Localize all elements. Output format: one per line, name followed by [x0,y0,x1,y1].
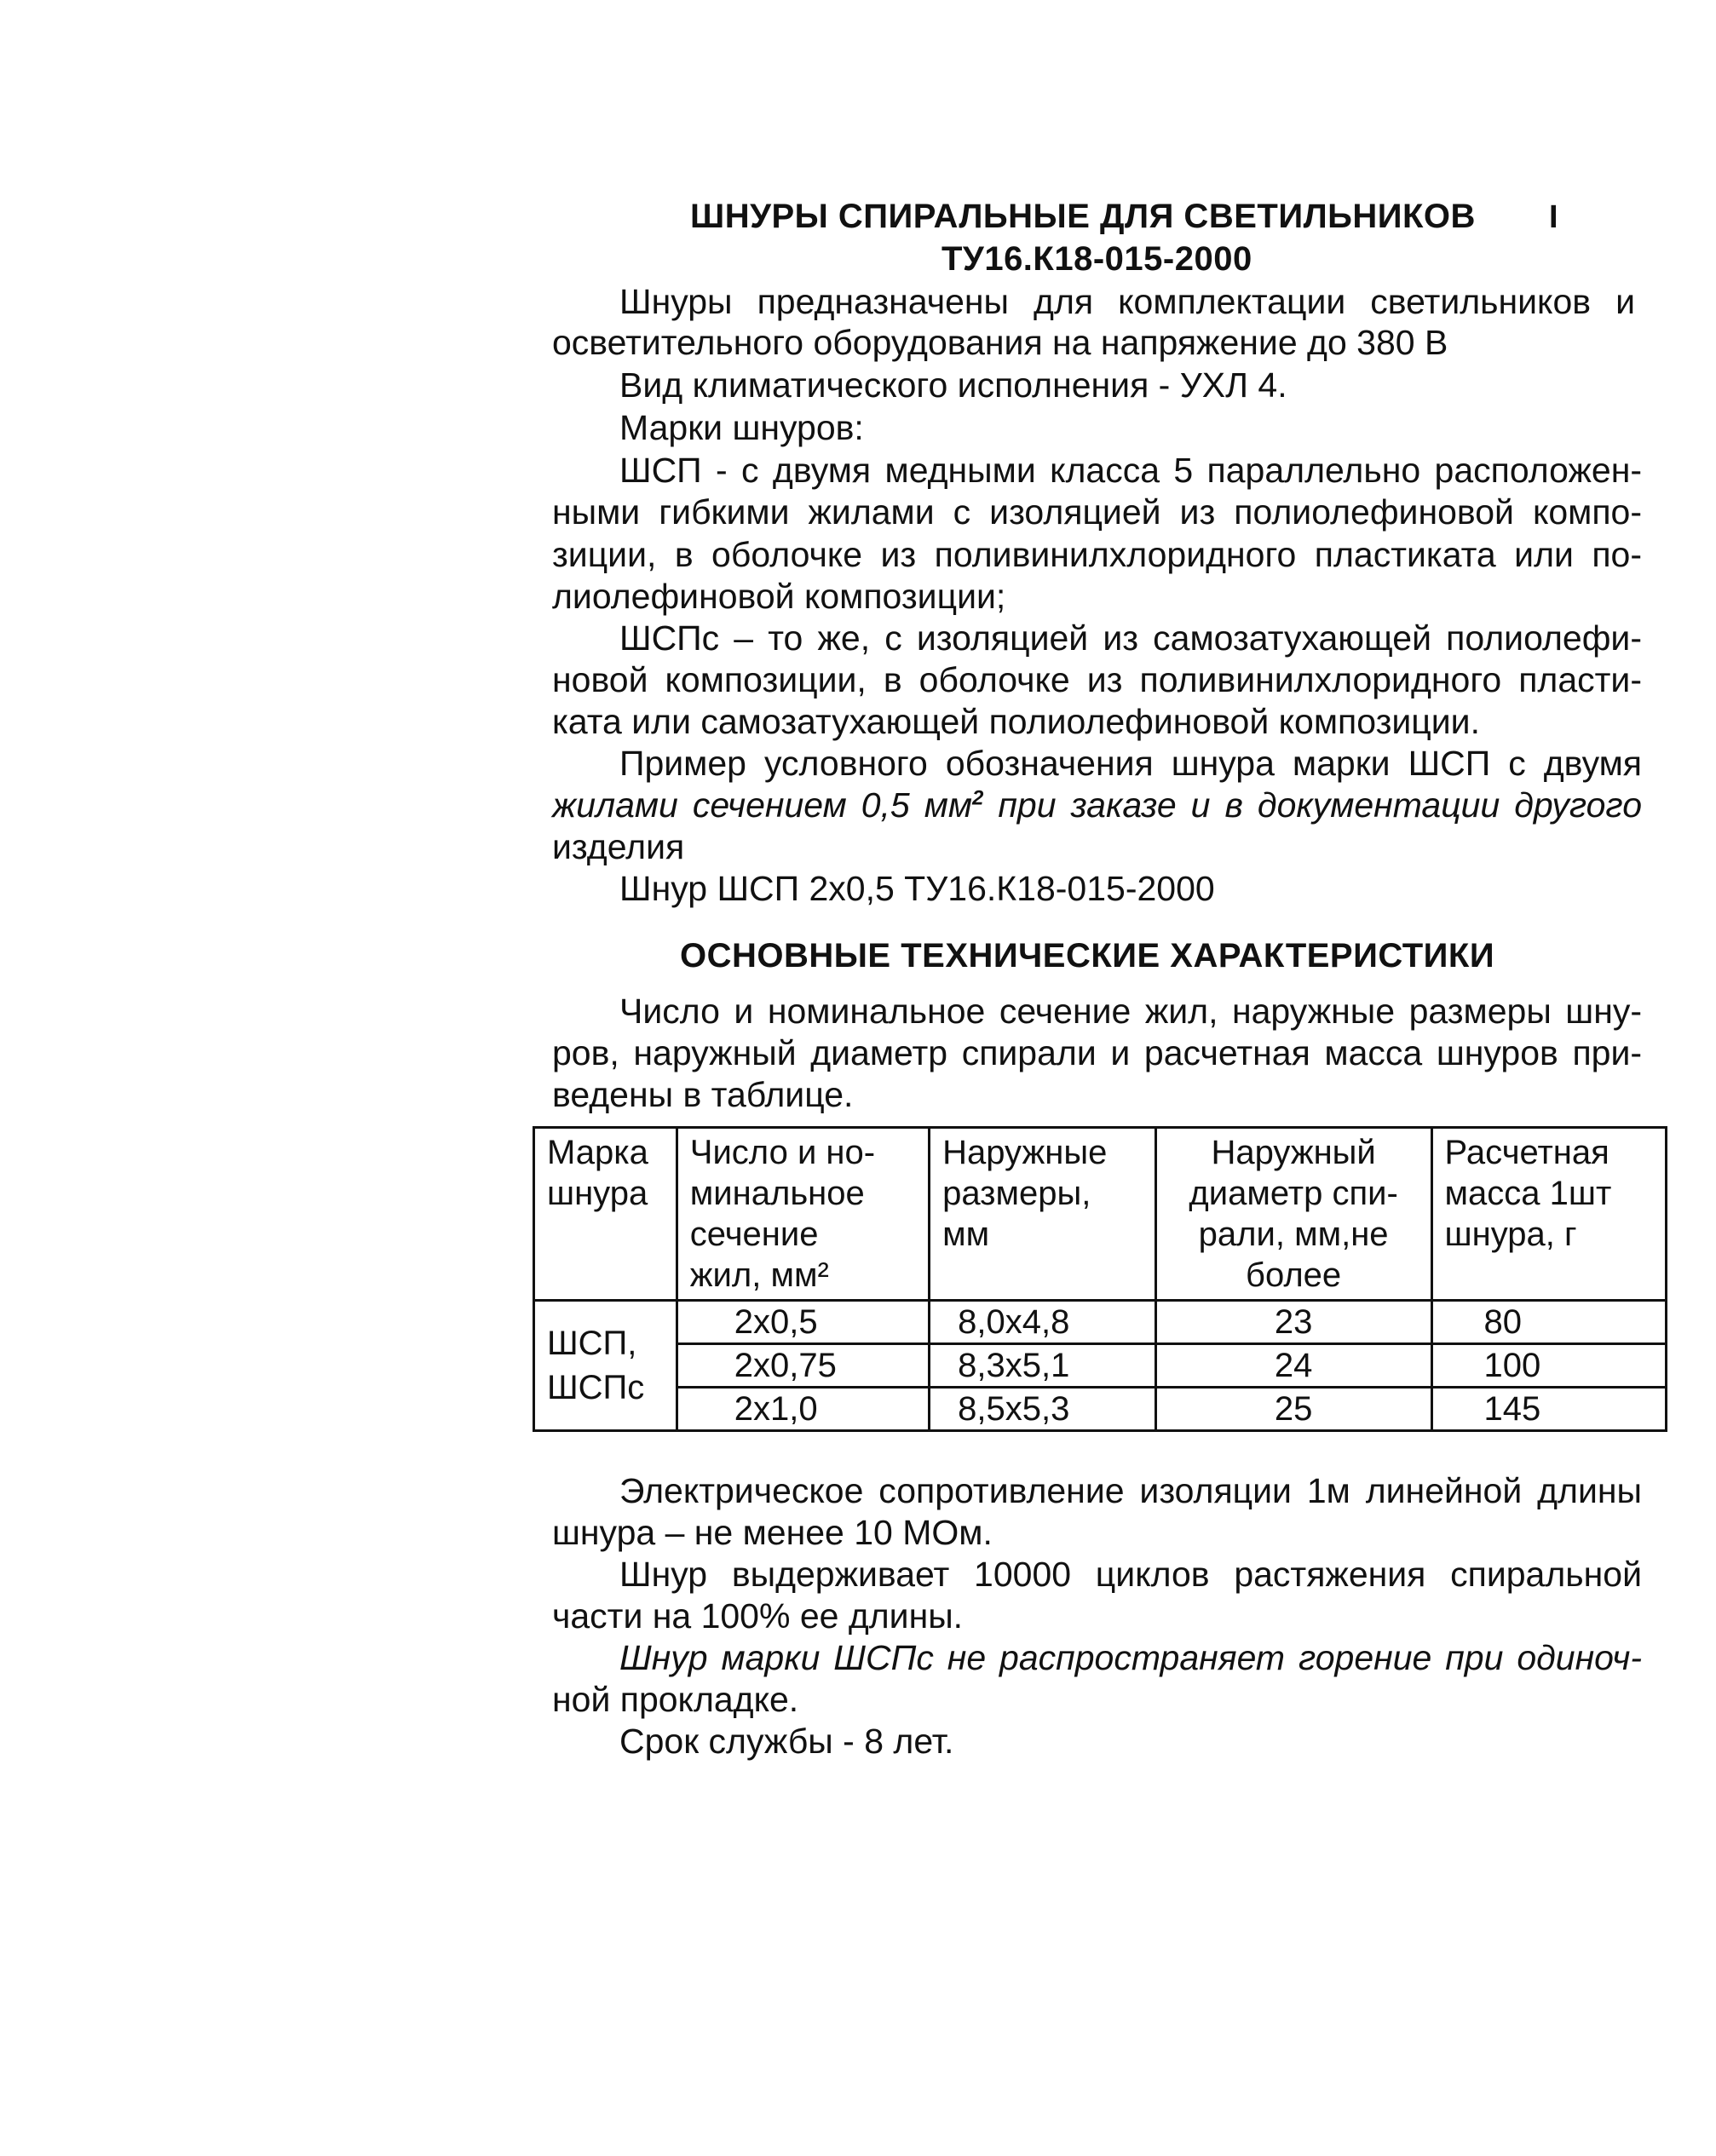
shsps-line-2: новой композиции, в оболочке из поливинилхлоридного пласти- [552,660,1642,699]
dimensions-cell: 8,5х5,3 [930,1388,1156,1431]
mark-cell: ШСП, ШСПс [534,1301,677,1431]
header-mark: Марка шнура [534,1128,677,1301]
fire-line-2: ной прокладке. [552,1680,799,1719]
shsps-line-1: ШСПс – то же, с изоляцией из самозатухающей полиолефи- [619,618,1642,658]
resistance-line-1: Электрическое сопротивление изоляции 1м линейной длины [619,1471,1642,1510]
spiral-diameter-cell: 23 [1155,1301,1431,1344]
service-life: Срок службы - 8 лет. [619,1722,954,1761]
spiral-diameter-cell: 25 [1155,1388,1431,1431]
characteristics-line-2: ров, наружный диаметр спирали и расчетная масса шнуров при- [552,1033,1642,1072]
table-header-row [534,1128,1667,1301]
intro-line-2: осветительного оборудования на напряжение до 380 В [552,323,1448,362]
cycles-line-1: Шнур выдерживает 10000 циклов растяжения спиральной [619,1555,1642,1594]
example-line-1: Пример условного обозначения шнура марки ШСП с двумя [619,744,1642,783]
header-dimensions: Наружные размеры, мм [930,1128,1156,1301]
example-designation: Шнур ШСП 2х0,5 ТУ16.К18-015-2000 [619,869,1215,908]
mass-cell: 80 [1431,1301,1666,1344]
dimensions-cell: 8,0х4,8 [930,1301,1156,1344]
cores-cell: 2х0,5 [677,1301,929,1344]
margin-mark: I [1549,199,1558,235]
spec-table [533,1126,1667,1432]
spec-code: ТУ16.К18-015-2000 [941,240,1252,278]
section-heading: ОСНОВНЫЕ ТЕХНИЧЕСКИЕ ХАРАКТЕРИСТИКИ [680,937,1495,975]
shsps-line-3: ката или самозатухающей полиолефиновой композиции. [552,702,1480,741]
cores-cell: 2х0,75 [677,1344,929,1388]
cycles-line-2: части на 100% ее длины. [552,1596,964,1636]
intro-line-1: Шнуры предназначены для комплектации светильников и [619,282,1635,321]
header-mass: Расчетная масса 1шт шнура, г [1431,1128,1666,1301]
shsp-line-4: лиолефиновой композиции; [552,577,1006,616]
spiral-diameter-cell: 24 [1155,1344,1431,1388]
document-title: ШНУРЫ СПИРАЛЬНЫЕ ДЛЯ СВЕТИЛЬНИКОВ [690,198,1476,235]
shsp-line-3: зиции, в оболочке из поливинилхлоридного пластиката или по- [552,535,1642,574]
header-cores: Число и но- минальное сечение жил, мм² [677,1128,929,1301]
table-row [534,1301,1667,1344]
resistance-line-2: шнура – не менее 10 МОм. [552,1513,993,1552]
climate-text: Вид климатического исполнения - УХЛ 4. [619,365,1287,405]
table-row [534,1344,1667,1388]
shsp-line-1: ШСП - с двумя медными класса 5 параллельно расположен- [619,451,1642,490]
header-spiral-diameter: Наружный диаметр спи- рали, мм,не более [1155,1128,1431,1301]
cores-cell: 2х1,0 [677,1388,929,1431]
example-line-2: жилами сечением 0,5 $мм^2$ при заказе и в документации другого [552,785,1642,825]
example-line-3: изделия [552,827,685,866]
characteristics-line-1: Число и номинальное сечение жил, наружные размеры шну- [619,992,1642,1031]
mass-cell: 100 [1431,1344,1666,1388]
table-row [534,1388,1667,1431]
characteristics-line-3: ведены в таблице. [552,1075,854,1114]
marks-heading: Марки шнуров: [619,408,864,447]
shsp-line-2: ными гибкими жилами с изоляцией из полиолефиновой компо- [552,492,1642,532]
fire-line-1: Шнур марки ШСПс не распространяет горение при одиноч- [619,1638,1642,1677]
mass-cell: 145 [1431,1388,1666,1431]
dimensions-cell: 8,3х5,1 [930,1344,1156,1388]
